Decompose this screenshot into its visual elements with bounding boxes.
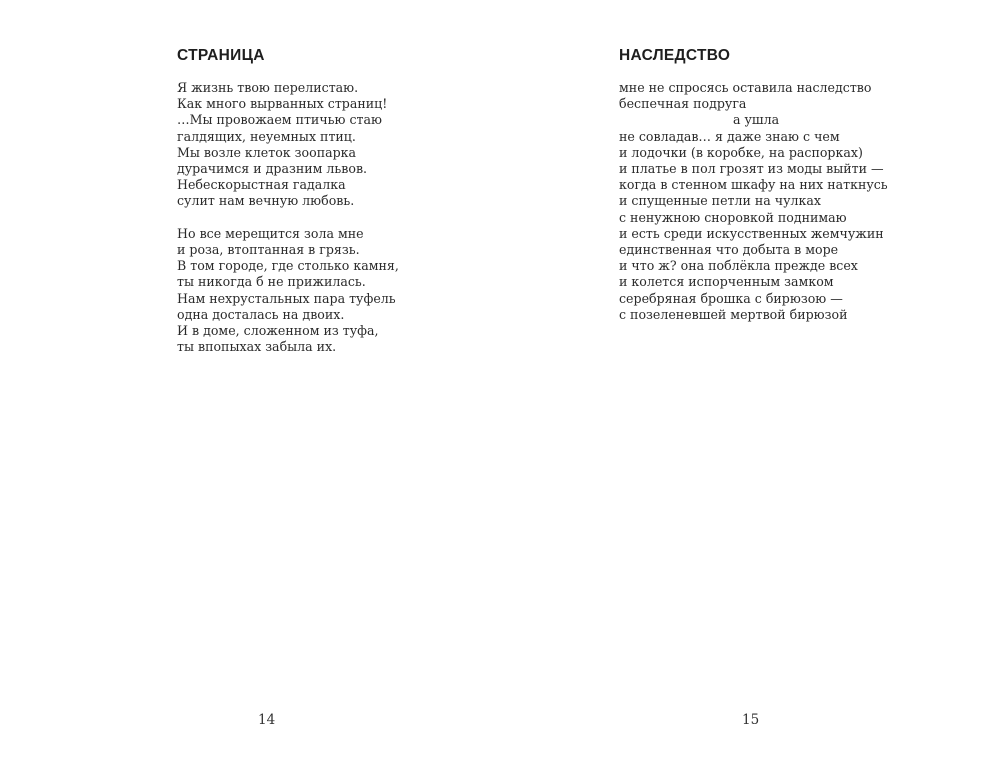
poem-line: серебряная брошка с бирюзою — bbox=[619, 290, 843, 306]
poem-line: и что ж? она поблёкла прежде всех bbox=[619, 258, 858, 274]
page-number: 14 bbox=[258, 712, 276, 728]
poem-line: В том городе, где столько камня, bbox=[177, 258, 399, 274]
poem-line: и платье в пол грозят из моды выйти — bbox=[619, 161, 884, 177]
poem-line: …Мы провожаем птичью стаю bbox=[177, 112, 382, 128]
poem-line: ты никогда б не прижилась. bbox=[177, 274, 366, 290]
poem-line: Нам нехрустальных пара туфель bbox=[177, 290, 396, 306]
poem-line: Я жизнь твою перелистаю. bbox=[177, 80, 359, 95]
poem-line: И в доме, сложенном из туфа, bbox=[177, 323, 379, 339]
poem-line: с позеленевшей мертвой бирюзой bbox=[619, 306, 848, 322]
poem-line: и лодочки (в коробке, на распорках) bbox=[619, 144, 863, 160]
poem-line: единственная что добыта в море bbox=[619, 242, 839, 258]
poem-body bbox=[177, 80, 417, 355]
poem-line: и колется испорченным замком bbox=[619, 274, 834, 290]
poem-line: ты впопыхах забыла их. bbox=[177, 339, 337, 355]
poem-line: дурачимся и дразним львов. bbox=[177, 161, 368, 177]
poem-line: галдящих, неуемных птиц. bbox=[177, 128, 356, 144]
poem-line: сулит нам вечную любовь. bbox=[177, 193, 355, 209]
poem-line: мне не спросясь оставила наследство bbox=[619, 80, 872, 95]
stanza bbox=[177, 226, 417, 356]
poem-line: Как много вырванных страниц! bbox=[177, 96, 388, 112]
poem-line: с ненужною сноровкой поднимаю bbox=[619, 209, 847, 225]
poem-line: беспечная подруга bbox=[619, 96, 747, 112]
poem-line: Мы возле клеток зоопарка bbox=[177, 144, 357, 160]
poem-line-indented: а ушла bbox=[733, 112, 780, 128]
poem-line: и роза, втоптанная в грязь. bbox=[177, 242, 360, 258]
poem-line: и спущенные петли на чулках bbox=[619, 193, 822, 209]
poem-title: СТРАНИЦА bbox=[177, 47, 265, 64]
poem-line: когда в стенном шкафу на них наткнусь bbox=[619, 177, 888, 193]
stanza bbox=[619, 80, 919, 323]
poem-line: не совладав… я даже знаю с чем bbox=[619, 128, 840, 144]
poem-body bbox=[619, 80, 919, 323]
stanza bbox=[177, 80, 417, 210]
poem-title: НАСЛЕДСТВО bbox=[619, 47, 731, 64]
poem-line: Но все мерещится зола мне bbox=[177, 225, 364, 241]
poem-line: Небескорыстная гадалка bbox=[177, 177, 346, 193]
poem-line: и есть среди искусственных жемчужин bbox=[619, 225, 884, 241]
poem-line: одна досталась на двоих. bbox=[177, 306, 345, 322]
right-page bbox=[500, 0, 1000, 771]
page-number: 15 bbox=[742, 712, 760, 728]
